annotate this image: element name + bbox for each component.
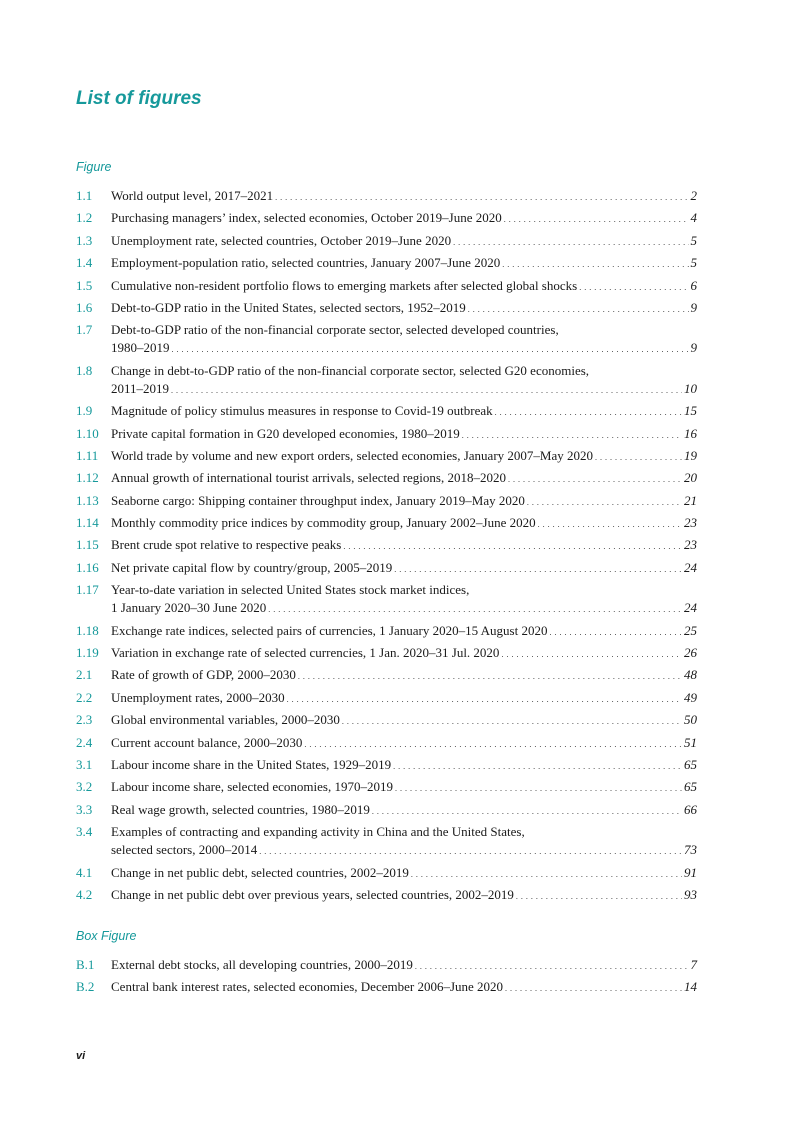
figure-number: 1.11 (76, 447, 99, 463)
figure-title: Examples of contracting and expanding activity in China and the United States, (111, 824, 525, 840)
page-number: 23 (684, 515, 697, 531)
figure-number: 1.1 (76, 188, 93, 203)
page-number: 49 (684, 689, 697, 705)
figure-number: 1.4 (76, 255, 93, 271)
figure-title: Change in net public debt over previous years, selected countries, 2002–2019 (111, 886, 514, 902)
figures-list (76, 185, 697, 906)
toc-entry[interactable] (76, 687, 697, 709)
figure-number: 1.6 (76, 299, 93, 315)
figure-number: 1.18 (76, 622, 99, 638)
toc-entry[interactable] (76, 976, 697, 998)
figure-number: 1.14 (76, 515, 99, 531)
page-number: 65 (684, 756, 697, 772)
toc-entry[interactable] (76, 319, 697, 359)
figure-number: 1.15 (76, 537, 99, 553)
toc-entry[interactable] (76, 776, 697, 798)
page-number: 24 (684, 600, 697, 616)
figure-number: 1.7 (76, 322, 93, 338)
figure-title: Magnitude of policy stimulus measures in response to Covid-19 outbreak (111, 403, 493, 419)
page-number: 5 (690, 255, 697, 271)
figure-title: External debt stocks, all developing countries, 2000–2019 (111, 957, 413, 972)
figure-number: 1.12 (76, 470, 99, 486)
figure-title: Rate of growth of GDP, 2000–2030 (111, 667, 296, 683)
toc-entry[interactable] (76, 664, 697, 686)
page-number: 21 (684, 492, 697, 508)
dot-leader (268, 599, 682, 619)
figure-number: 3.1 (76, 756, 93, 772)
toc-entry[interactable] (76, 754, 697, 776)
page-title: List of figures (76, 88, 202, 109)
dot-leader (415, 954, 689, 978)
dot-leader (504, 207, 689, 231)
figure-title: Brent crude spot relative to respective peaks (111, 537, 342, 553)
page-number: 5 (690, 232, 697, 248)
page-number: 50 (684, 712, 697, 728)
dot-leader (298, 664, 682, 688)
figure-title: Variation in exchange rate of selected currencies, 1 Jan. 2020–31 Jul. 2020 (111, 645, 500, 661)
dot-leader (287, 687, 682, 711)
figure-number: 1.2 (76, 210, 93, 226)
dot-leader (579, 275, 688, 299)
figure-number: 1.10 (76, 425, 99, 441)
box-figures-list (76, 954, 697, 999)
page-number: 25 (684, 622, 697, 638)
page-number: 20 (684, 470, 697, 486)
figure-number: B.2 (76, 979, 95, 995)
toc-entry[interactable] (76, 821, 697, 861)
dot-leader (462, 423, 682, 447)
figure-title: Year-to-date variation in selected United States stock market indices, (111, 582, 470, 598)
page-number: 73 (684, 842, 697, 858)
figure-number: 1.16 (76, 559, 99, 575)
toc-entry[interactable] (76, 230, 697, 252)
dot-leader (171, 380, 682, 400)
figure-title: Annual growth of international tourist arrivals, selected regions, 2018–2020 (111, 470, 506, 486)
figure-title: Unemployment rate, selected countries, October 2019–June 2020 (111, 232, 452, 248)
figure-title: Monthly commodity price indices by commodity group, January 2002–June 2020 (111, 515, 536, 531)
figure-number: 1.9 (76, 403, 93, 419)
toc-entry[interactable] (76, 642, 697, 664)
figure-title: Global environmental variables, 2000–2030 (111, 712, 340, 728)
dot-leader (453, 230, 688, 254)
figure-number: 1.5 (76, 277, 93, 293)
dot-leader (502, 252, 688, 276)
toc-entry[interactable] (76, 709, 697, 731)
figure-number: B.1 (76, 957, 95, 972)
toc-entry[interactable] (76, 954, 697, 976)
page-number-footer: vi (76, 1050, 86, 1062)
figure-number: 1.13 (76, 492, 99, 508)
figure-number: 3.3 (76, 801, 93, 817)
figure-number: 1.19 (76, 645, 99, 661)
page-number: 16 (684, 425, 697, 441)
figure-number: 2.4 (76, 734, 93, 750)
toc-entry[interactable] (76, 445, 697, 467)
toc-entry[interactable] (76, 423, 697, 445)
dot-leader (508, 467, 682, 491)
dot-leader (411, 862, 682, 886)
figure-title: Private capital formation in G20 developed economies, 1980–2019 (111, 425, 460, 441)
figure-title: 2011–2019 (111, 380, 170, 396)
page-number: 4 (690, 210, 697, 226)
figure-title: Cumulative non-resident portfolio flows to emerging markets after selected global shocks (111, 277, 578, 293)
toc-entry[interactable] (76, 534, 697, 556)
page-number: 6 (690, 277, 697, 293)
toc-entry[interactable] (76, 884, 697, 906)
dot-leader (538, 512, 682, 536)
figure-number: 1.8 (76, 362, 93, 378)
figure-title: Central bank interest rates, selected economies, December 2006–June 2020 (111, 979, 504, 995)
dot-leader (395, 776, 682, 800)
toc-entry[interactable] (76, 862, 697, 884)
figure-number: 4.2 (76, 886, 93, 902)
toc-entry[interactable] (76, 207, 697, 229)
dot-leader (394, 557, 682, 581)
dot-leader (501, 642, 682, 666)
page-number: 26 (684, 645, 697, 661)
dot-leader (259, 841, 682, 861)
dot-leader (505, 976, 682, 1000)
figure-title: World trade by volume and new export orders, selected economies, January 2007–May 2020 (111, 447, 593, 463)
figure-title: Labour income share in the United States, 1929–2019 (111, 756, 392, 772)
figure-number: 2.1 (76, 667, 93, 683)
page-number: 65 (684, 779, 697, 795)
dot-leader (342, 709, 682, 733)
figure-number: 2.2 (76, 689, 93, 705)
figures-section-label: Figure (76, 160, 112, 174)
page-number: 48 (684, 667, 697, 683)
figure-title: Change in net public debt, selected countries, 2002–2019 (111, 864, 409, 880)
page-number: 19 (684, 447, 697, 463)
page-number: 7 (690, 957, 697, 972)
figure-number: 3.2 (76, 779, 93, 795)
toc-entry[interactable] (76, 252, 697, 274)
figure-title: Change in debt-to-GDP ratio of the non-financial corporate sector, selected G20 economies, (111, 362, 590, 378)
figure-title: World output level, 2017–2021 (111, 188, 274, 203)
figure-title: selected sectors, 2000–2014 (111, 842, 258, 858)
page-number: 66 (684, 801, 697, 817)
toc-entry[interactable] (76, 557, 697, 579)
page-number: 91 (684, 864, 697, 880)
toc-entry[interactable] (76, 799, 697, 821)
figure-title: Current account balance, 2000–2030 (111, 734, 303, 750)
toc-entry[interactable] (76, 185, 697, 207)
figure-title: Purchasing managers’ index, selected economies, October 2019–June 2020 (111, 210, 502, 226)
page-number: 15 (684, 403, 697, 419)
figure-title: 1 January 2020–30 June 2020 (111, 600, 267, 616)
figure-title: Unemployment rates, 2000–2030 (111, 689, 285, 705)
page-number: 9 (690, 299, 697, 315)
box-figures-section-label: Box Figure (76, 929, 137, 943)
page-number: 51 (684, 734, 697, 750)
figure-title: Debt-to-GDP ratio of the non-financial corporate sector, selected developed countries, (111, 322, 559, 338)
figure-title: Labour income share, selected economies, 1970–2019 (111, 779, 393, 795)
dot-leader (549, 620, 682, 644)
toc-entry[interactable] (76, 512, 697, 534)
page-number: 9 (690, 340, 697, 356)
figure-number: 2.3 (76, 712, 93, 728)
dot-leader (468, 297, 689, 321)
dot-leader (172, 339, 689, 359)
dot-leader (372, 799, 682, 823)
figure-title: Exchange rate indices, selected pairs of currencies, 1 January 2020–15 August 2020 (111, 622, 548, 638)
page-number: 93 (684, 886, 697, 902)
toc-entry[interactable] (76, 620, 697, 642)
page-number: 14 (684, 979, 697, 995)
page-number: 2 (690, 188, 697, 203)
dot-leader (304, 732, 682, 756)
figure-number: 3.4 (76, 824, 93, 840)
toc-entry[interactable] (76, 360, 697, 400)
figure-title: Debt-to-GDP ratio in the United States, selected sectors, 1952–2019 (111, 299, 466, 315)
page-number: 23 (684, 537, 697, 553)
dot-leader (516, 884, 682, 908)
figure-title: Employment-population ratio, selected countries, January 2007–June 2020 (111, 255, 501, 271)
figure-title: Net private capital flow by country/group, 2005–2019 (111, 559, 393, 575)
page-number: 24 (684, 559, 697, 575)
figure-number: 4.1 (76, 864, 93, 880)
toc-entry[interactable] (76, 275, 697, 297)
dot-leader (343, 534, 682, 558)
toc-entry[interactable] (76, 400, 697, 422)
toc-entry[interactable] (76, 297, 697, 319)
dot-leader (393, 754, 682, 778)
dot-leader (275, 185, 688, 209)
figure-title: Real wage growth, selected countries, 1980–2019 (111, 801, 370, 817)
dot-leader (595, 445, 682, 469)
toc-entry[interactable] (76, 732, 697, 754)
figure-title: 1980–2019 (111, 340, 170, 356)
figure-number: 1.17 (76, 582, 99, 598)
dot-leader (527, 490, 682, 514)
toc-entry[interactable] (76, 490, 697, 512)
toc-entry[interactable] (76, 579, 697, 619)
figure-number: 1.3 (76, 232, 93, 248)
figure-title: Seaborne cargo: Shipping container throughput index, January 2019–May 2020 (111, 492, 525, 508)
toc-entry[interactable] (76, 467, 697, 489)
dot-leader (495, 400, 682, 424)
page-number: 10 (684, 380, 697, 396)
